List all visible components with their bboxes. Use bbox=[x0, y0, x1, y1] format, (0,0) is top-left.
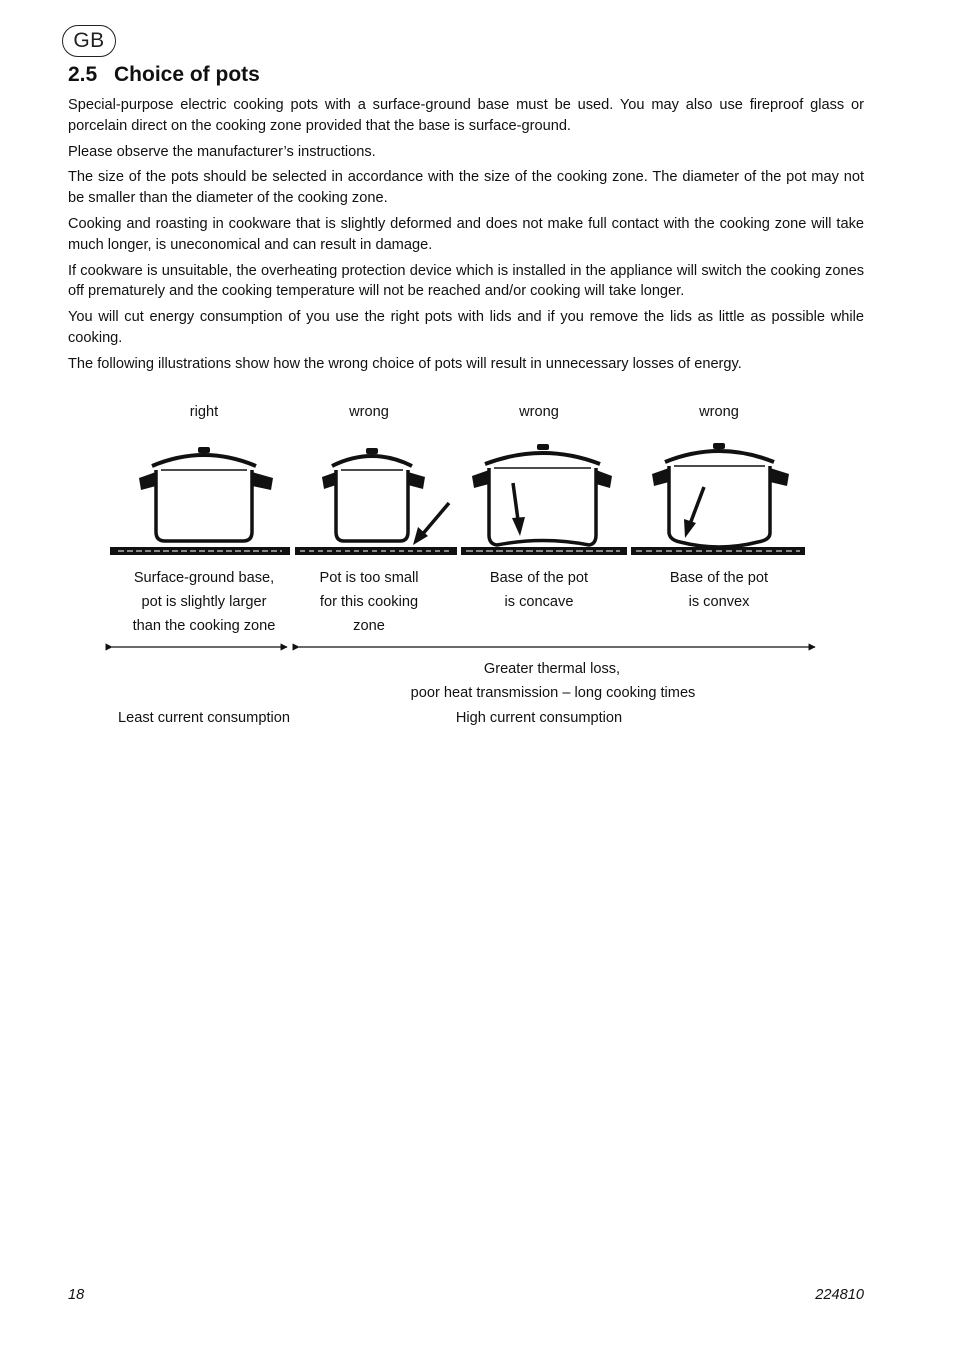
pot-concave-icon bbox=[461, 444, 627, 555]
page-number: 18 bbox=[68, 1287, 85, 1303]
paragraph: Special-purpose electric cooking pots with a surface-ground base must be used. You may also use fireproof glass or porcelain direct on the cooking zone provided that the base is surface-ground. bbox=[68, 97, 864, 134]
pot-convex-icon bbox=[631, 443, 805, 555]
pot-caption bbox=[649, 566, 789, 614]
caption-line: Base of the pot bbox=[489, 570, 589, 586]
paragraph: Please observe the manufacturer’s instructions. bbox=[68, 143, 376, 160]
pot-caption bbox=[299, 566, 439, 638]
verdict-label-right: right bbox=[189, 404, 219, 420]
paragraph: The following illustrations show how the wrong choice of pots will result in unnecessary losses of energy. bbox=[68, 355, 742, 372]
paragraph: You will cut energy consumption of you use the right pots with lids and if you remove the lids as little as possible while cooking. bbox=[68, 309, 864, 346]
document-number: 224810 bbox=[815, 1287, 864, 1303]
paragraph: The size of the pots should be selected in accordance with the size of the cooking zone. The diameter of the pot may not be smaller than the diameter of the cooking zone. bbox=[68, 169, 864, 207]
caption-line: for this cooking bbox=[319, 594, 419, 610]
pot-correct-icon bbox=[110, 447, 290, 555]
caption-line: pot is slightly larger bbox=[141, 594, 267, 610]
section-title: Choice of pots bbox=[114, 63, 260, 86]
verdict-label-wrong: wrong bbox=[519, 404, 559, 420]
caption-line: than the cooking zone bbox=[132, 618, 276, 634]
pot-too-small-icon bbox=[295, 448, 457, 555]
caption-line: Pot is too small bbox=[319, 570, 419, 586]
verdict-label-wrong: wrong bbox=[699, 404, 739, 420]
pot-caption bbox=[469, 566, 609, 614]
language-badge: GB bbox=[62, 25, 116, 57]
paragraph: If cookware is unsuitable, the overheating protection device which is installed in the appliance will switch the cooking zones off prematurely and the cooking temperature will not be reached and/or cooking will take longer. bbox=[68, 262, 864, 300]
pot-caption bbox=[114, 566, 294, 638]
least-consumption-label: Least current consumption bbox=[118, 710, 290, 726]
loss-line: Greater thermal loss, bbox=[483, 661, 621, 677]
loss-line: poor heat transmission – long cooking times bbox=[410, 685, 696, 701]
thermal-loss-note bbox=[393, 657, 713, 705]
paragraph: Cooking and roasting in cookware that is slightly deformed and does not make full contact with the cooking zone will take much longer, is uneconomical and can result in damage. bbox=[68, 215, 864, 253]
high-consumption-label: High current consumption bbox=[455, 710, 623, 726]
caption-line: is convex bbox=[688, 594, 750, 610]
caption-line: Base of the pot bbox=[669, 570, 769, 586]
caption-line: Surface-ground base, bbox=[133, 570, 275, 586]
verdict-label-wrong: wrong bbox=[349, 404, 389, 420]
caption-line: is concave bbox=[504, 594, 574, 610]
caption-line: zone bbox=[353, 618, 385, 634]
section-number: 2.5 bbox=[68, 63, 98, 86]
